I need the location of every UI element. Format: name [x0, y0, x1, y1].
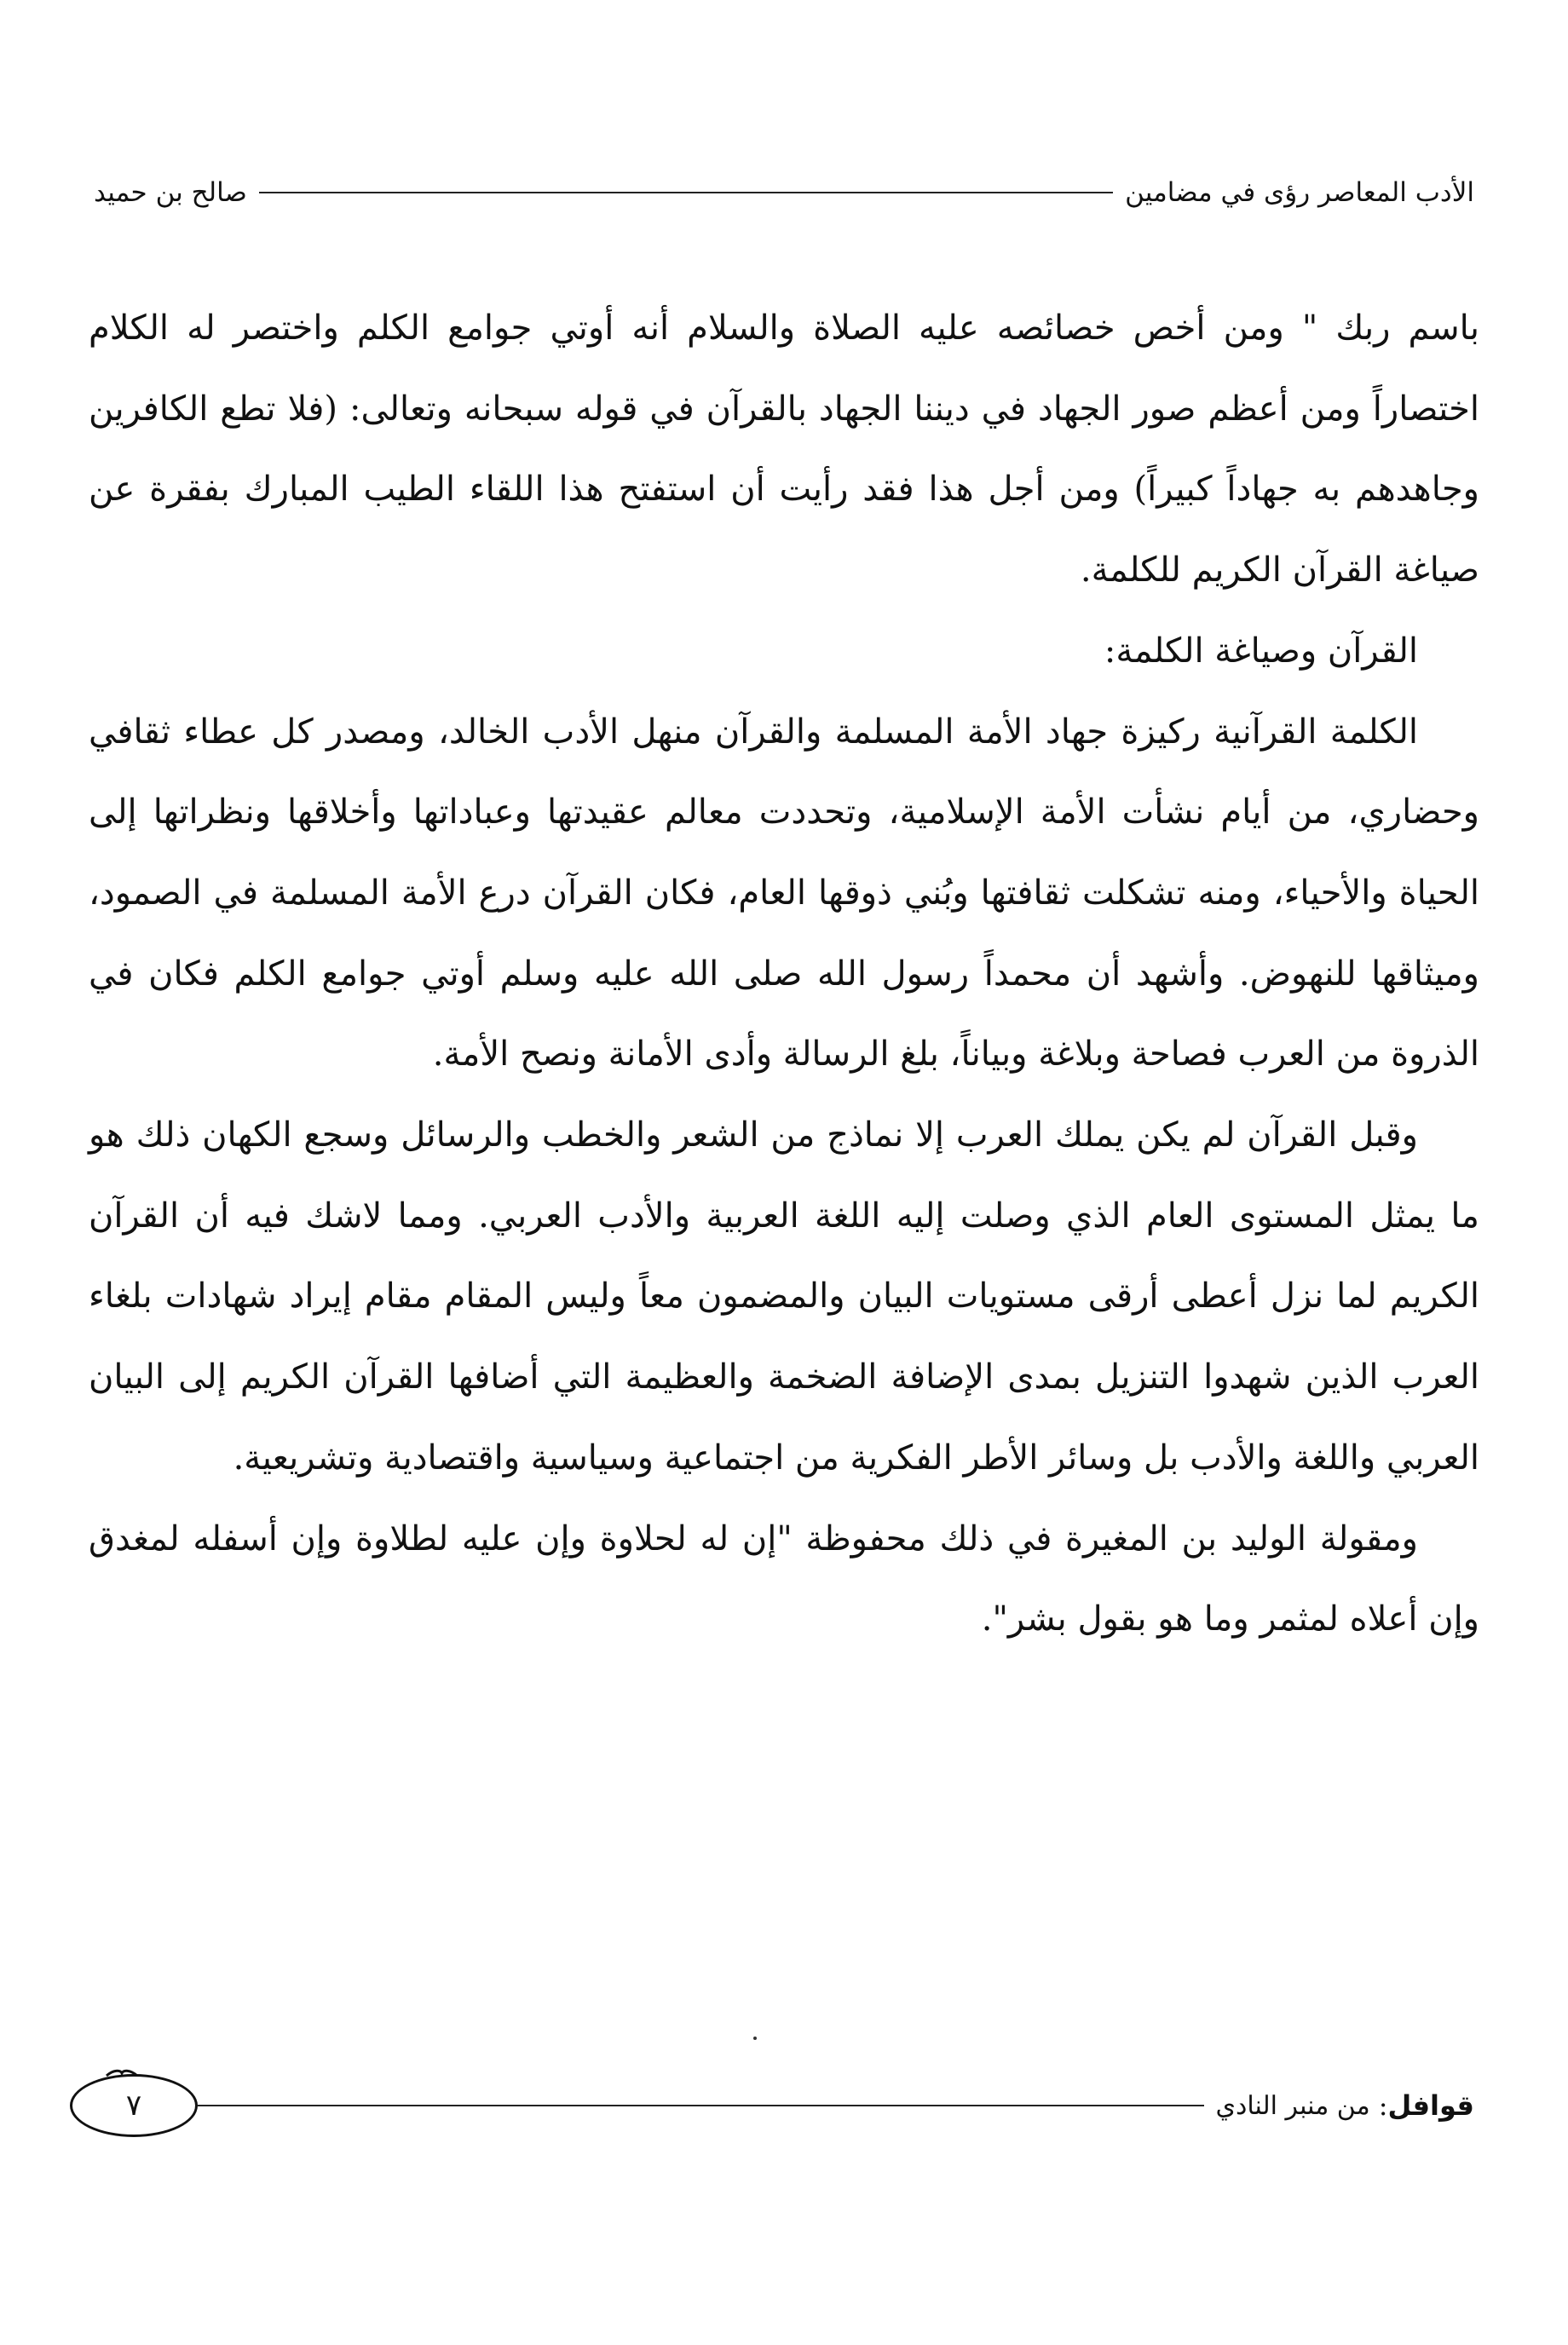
paragraph-quranic-word: الكلمة القرآنية ركيزة جهاد الأمة المسلمة والقرآن منهل الأدب الخالد، ومصدر كل عطاء ثقافي وحضاري، من أيام نشأت الأمة الإسلامية، وتحددت معالم عقيدتها وعباداتها وأخلاقها ونظراتها إلى الحياة والأحياء، ومنه تشكلت ثقافتها وبُني ذوقها العام، فكان القرآن درع الأمة المسلمة في الصمود، وميثاقها للنهوض. وأشهد أن محمداً رسول الله صلى الله عليه وسلم أوتي جوامع الكلم فكان في الذروة من العرب فصاحة وبلاغة وبياناً، بلغ الرسالة وأدى الأمانة ونصح الأمة. — [89, 712, 1479, 1075]
header-book-title: الأدب المعاصر رؤى في مضامين — [1125, 177, 1474, 208]
body-text — [89, 288, 1479, 1660]
paragraph-walid-quote: ومقولة الوليد بن المغيرة في ذلك محفوظة "إن له لحلاوة وإن عليه لطلاوة وإن أسفله لمغدق وإن أعلاه لمثمر وما هو بقول بشر". — [89, 1518, 1479, 1639]
paragraph-before-quran: وقبل القرآن لم يكن يملك العرب إلا نماذج من الشعر والخطب والرسائل وسجع الكهان ذلك هو ما يمثل المستوى العام الذي وصلت إليه اللغة العربية والأدب العربي. ومما لاشك فيه أن القرآن الكريم لما نزل أعطى أرقى مستويات البيان والمضمون معاً وليس المقام مقام إيراد شهادات بلغاء العرب الذين شهدوا التنزيل بمدى الإضافة الضخمة والعظيمة التي أضافها القرآن الكريم إلى البيان العربي واللغة والأدب بل وسائر الأطر الفكرية من اجتماعية وسياسية واقتصادية وتشريعية. — [89, 1115, 1479, 1478]
scan-speck — [753, 2037, 757, 2040]
header-rule — [259, 192, 1113, 193]
footer-rule — [198, 2105, 1204, 2106]
section-heading: القرآن وصياغة الكلمة: — [1104, 631, 1418, 671]
ornament-icon — [105, 2068, 139, 2078]
page-number: ٧ — [125, 2089, 142, 2123]
page-number-badge — [70, 2074, 198, 2137]
header-author: صالح بن حميد — [94, 177, 247, 208]
paragraph-intro: باسم ربك " ومن أخص خصائصه عليه الصلاة والسلام أنه أوتي جوامع الكلم واختصر له الكلام اختصاراً ومن أعظم صور الجهاد في ديننا الجهاد بالقرآن في قوله سبحانه وتعالى: (فلا تطع الكافرين وجاهدهم به جهاداً كبيراً) ومن أجل هذا فقد رأيت أن استفتح هذا اللقاء الطيب المبارك بفقرة عن صياغة القرآن الكريم للكلمة. — [89, 308, 1479, 591]
footer-subtitle: من منبر النادي — [1215, 2090, 1370, 2121]
running-header — [94, 167, 1474, 218]
footer-colon: : — [1378, 2089, 1388, 2122]
footer-series-title: قوافل — [1387, 2089, 1474, 2122]
page-footer — [70, 2067, 1474, 2144]
